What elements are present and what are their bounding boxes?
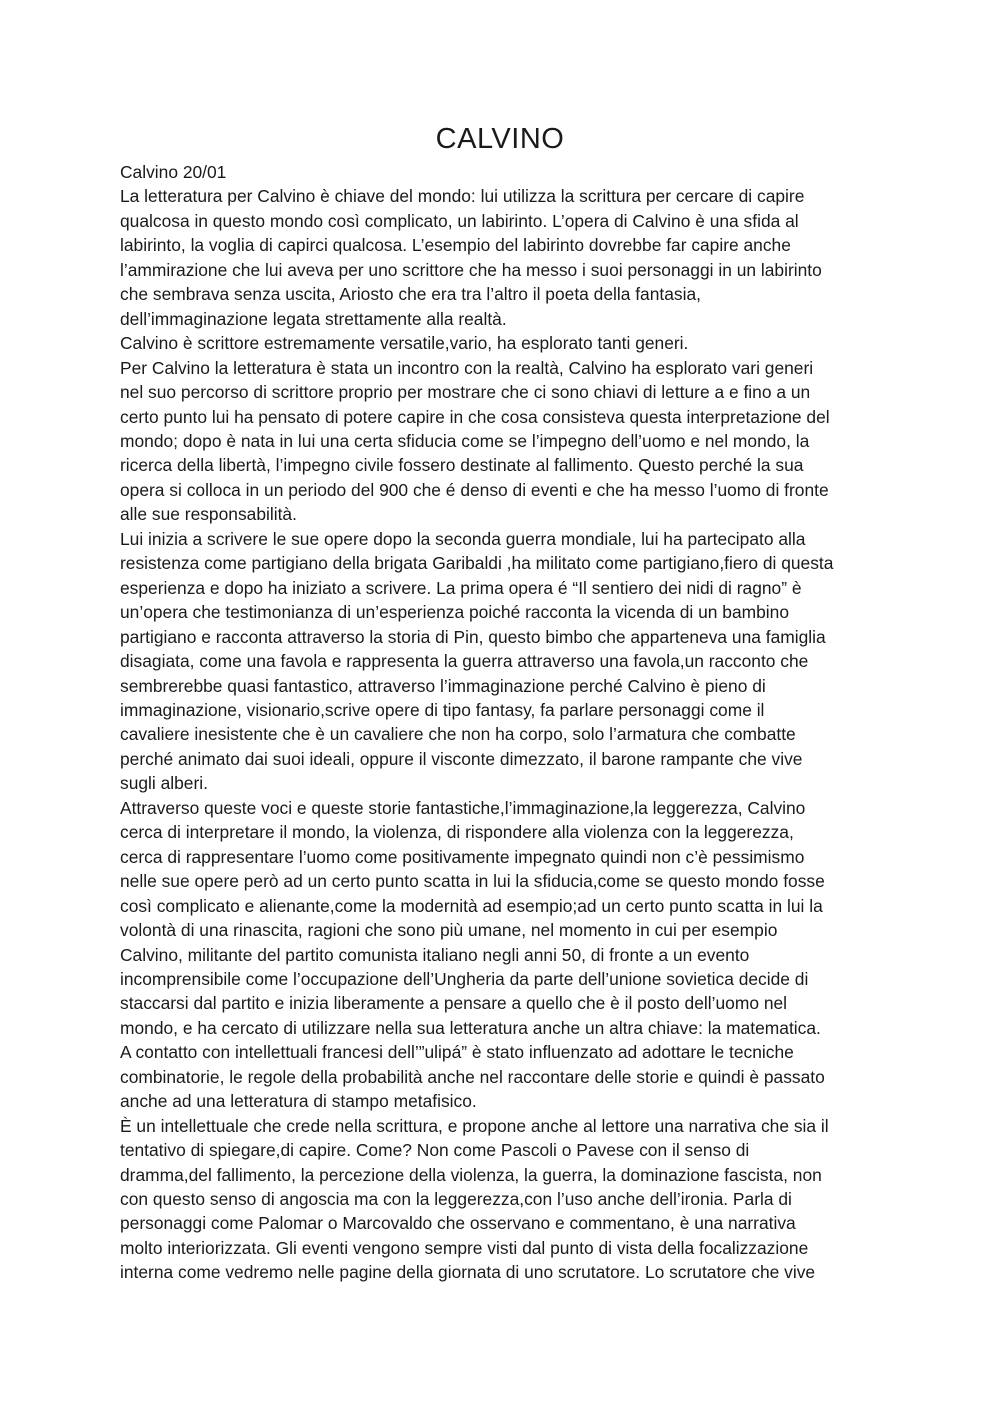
text-line: disagiata, come una favola e rappresenta la guerra attraverso una favola,un racconto che (120, 651, 809, 672)
text-line: con questo senso di angoscia ma con la leggerezza,con l’uso anche dell’ironia. Parla di (120, 1189, 792, 1210)
text-line: anche ad una letteratura di stampo metafisico. (120, 1091, 477, 1112)
text-line: che sembrava senza uscita, Ariosto che era tra l’altro il poeta della fantasia, (120, 284, 701, 305)
document-body (120, 160, 895, 1285)
text-line: l’ammirazione che lui aveva per uno scrittore che ha messo i suoi personaggi in un labirinto (120, 259, 822, 280)
text-line: resistenza come partigiano della brigata Garibaldi ,ha militato come partigiano,fiero di questa (120, 553, 834, 574)
text-line: incomprensibile come l’occupazione dell’Ungheria da parte dell’unione sovietica decide di (120, 968, 809, 989)
text-line: così complicato e alienante,come la modernità ad esempio;ad un certo punto scatta in lui la (120, 895, 823, 916)
text-line: dell’immaginazione legata strettamente alla realtà. (120, 308, 507, 329)
text-line: personaggi come Palomar o Marcovaldo che osservano e commentano, è una narrativa (120, 1213, 796, 1234)
text-line: ricerca della libertà, l’impegno civile fossero destinate al fallimento. Questo perché la sua (120, 455, 804, 476)
document-title: CALVINO (435, 123, 565, 155)
text-line: cerca di interpretare il mondo, la violenza, di rispondere alla violenza con la leggerezza, (120, 822, 794, 843)
text-line: La letteratura per Calvino è chiave del mondo: lui utilizza la scrittura per cercare di capire (120, 186, 805, 207)
text-line: Calvino 20/01 (120, 162, 227, 182)
text-line: opera si colloca in un periodo del 900 che é denso di eventi e che ha messo l’uomo di fronte (120, 479, 829, 500)
text-line: alle sue responsabilità. (120, 504, 297, 525)
text-line: esperienza e dopo ha iniziato a scrivere. La prima opera é “Il sentiero dei nidi di ragno” è (120, 577, 802, 598)
text-line: Lui inizia a scrivere le sue opere dopo la seconda guerra mondiale, lui ha partecipato alla (120, 528, 806, 549)
text-line: cerca di rappresentare l’uomo come positivamente impegnato quindi non c’è pessimismo (120, 846, 805, 867)
text-line: sugli alberi. (120, 773, 208, 794)
text-line: Attraverso queste voci e queste storie fantastiche,l’immaginazione,la leggerezza, Calvino (120, 797, 806, 818)
text-line: mondo, e ha cercato di utilizzare nella sua letteratura anche un altra chiave: la matematica. (120, 1017, 821, 1038)
text-line: labirinto, la voglia di capirci qualcosa. L’esempio del labirinto dovrebbe far capire anche (120, 235, 791, 256)
text-line: mondo; dopo è nata in lui una certa sfiducia come se l’impegno dell’uomo e nel mondo, la (120, 430, 810, 451)
text-line: Per Calvino la letteratura è stata un incontro con la realtà, Calvino ha esplorato vari generi (120, 357, 814, 378)
text-line: molto interiorizzata. Gli eventi vengono sempre visti dal punto di vista della focalizzazione (120, 1237, 809, 1258)
text-line: un’opera che testimonianza di un’esperienza poiché racconta la vicenda di un bambino (120, 602, 790, 623)
text-line: cavaliere inesistente che è un cavaliere che non ha corpo, solo l’armatura che combatte (120, 724, 796, 745)
text-line: volontà di una rinascita, ragioni che sono più umane, nel momento in cui per esempio (120, 920, 778, 941)
text-line: nel suo percorso di scrittore proprio per mostrare che ci sono chiavi di letture a e fino a un (120, 382, 811, 403)
text-line: qualcosa in questo mondo così complicato, un labirinto. L’opera di Calvino è una sfida al (120, 210, 799, 231)
text-line: Calvino è scrittore estremamente versatile,vario, ha esplorato tanti generi. (120, 333, 689, 354)
text-line: combinatorie, le regole della probabilità anche nel raccontare delle storie e quindi è passato (120, 1066, 825, 1087)
text-line: interna come vedremo nelle pagine della giornata di uno scrutatore. Lo scrutatore che vive (120, 1262, 816, 1283)
text-line: Calvino, militante del partito comunista italiano negli anni 50, di fronte a un evento (120, 944, 750, 965)
text-line: sembrerebbe quasi fantastico, attraverso l’immaginazione perché Calvino è pieno di (120, 675, 766, 696)
text-line: nelle sue opere però ad un certo punto scatta in lui la sfiducia,come se questo mondo fosse (120, 871, 825, 892)
text-line: certo punto lui ha pensato di potere capire in che cosa consisteva questa interpretazione del (120, 406, 830, 427)
text-line: immaginazione, visionario,scrive opere di tipo fantasy, fa parlare personaggi come il (120, 699, 765, 720)
text-line: staccarsi dal partito e inizia liberamente a pensare a quello che è il posto dell’uomo nel (120, 993, 788, 1014)
text-line: È un intellettuale che crede nella scrittura, e propone anche al lettore una narrativa che sia il (120, 1115, 829, 1136)
text-line: dramma,del fallimento, la percezione della violenza, la guerra, la dominazione fascista, non (120, 1164, 822, 1185)
text-line: tentativo di spiegare,di capire. Come? Non come Pascoli o Pavese con il senso di (120, 1140, 750, 1161)
text-line: perché animato dai suoi ideali, oppure il visconte dimezzato, il barone rampante che vive (120, 748, 803, 769)
text-line: A contatto con intellettuali francesi dell’”ulipá” è stato influenzato ad adottare le tecniche (120, 1042, 794, 1063)
text-line: partigiano e racconta attraverso la storia di Pin, questo bimbo che apparteneva una famiglia (120, 626, 826, 647)
